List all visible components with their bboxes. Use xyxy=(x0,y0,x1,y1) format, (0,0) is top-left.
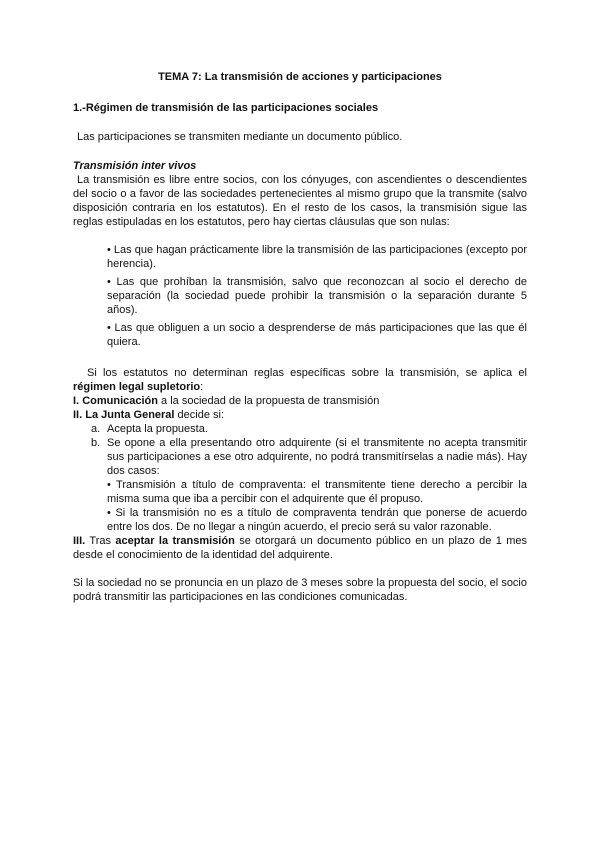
option-b-body xyxy=(107,436,527,534)
step-two xyxy=(73,408,527,422)
option-b-sub-item: • Si la transmisión no es a título de compraventa tendrán que ponerse de acuerdo entre los dos. De no llegar a ningún acuerdo, el precio será su valor razonable. xyxy=(107,507,527,533)
list-item: • Las que obliguen a un socio a desprenderse de más participaciones que las que él quiera. xyxy=(107,322,527,348)
list-item: • Las que hagan prácticamente libre la transmisión de las participaciones (excepto por herencia). xyxy=(107,244,527,270)
option-b xyxy=(91,436,527,534)
step-two-text: decide si: xyxy=(174,409,225,421)
nullity-clauses-list xyxy=(107,243,527,349)
option-b-label: b. xyxy=(91,437,101,449)
step-three-pre: Tras xyxy=(85,535,116,547)
step-two-bold: La Junta General xyxy=(85,409,175,421)
intro-paragraph: Las participaciones se transmiten mediante un documento público. xyxy=(77,131,403,143)
step-three-bold: aceptar la transmisión xyxy=(115,535,235,547)
option-a-text: Acepta la propuesta. xyxy=(107,423,208,435)
page-title: TEMA 7: La transmisión de acciones y participaciones xyxy=(158,71,442,83)
regimen-bold: régimen legal supletorio xyxy=(73,381,201,393)
step-one-number: I. xyxy=(73,395,80,407)
subheading-inter-vivos: Transmisión inter vivos xyxy=(73,160,197,172)
regimen-paragraph xyxy=(73,366,527,394)
junta-options-list xyxy=(91,422,527,534)
document-body xyxy=(73,70,527,604)
list-item: • Las que prohíban la transmisión, salvo que reconozcan al socio el derecho de separación (la sociedad puede prohibir la transmisión o la separación durante 5 años). xyxy=(107,276,527,316)
step-one xyxy=(73,394,527,408)
section-heading: 1.-Régimen de transmisión de las participaciones sociales xyxy=(73,102,379,114)
step-three-number: III. xyxy=(73,535,86,547)
regimen-text: Si los estatutos no determinan reglas específicas sobre la transmisión, se aplica el xyxy=(87,367,527,379)
step-three-text: se otorgará un documento público en un plazo de 1 mes desde el conocimiento de la identidad del adquirente. xyxy=(73,535,527,561)
option-a xyxy=(91,422,527,436)
paragraph-transmision: La transmisión es libre entre socios, con los cónyuges, con ascendientes o descendientes del socio o a favor de las sociedades pertenecientes al mismo grupo que la transmite (salvo disposición contraria en los estatutos). En el resto de los casos, la transmisión sigue las reglas estipuladas en los estatutos, pero hay ciertas cláusulas que son nulas: xyxy=(73,174,527,228)
step-one-text: a la sociedad de la propuesta de transmisión xyxy=(157,395,380,407)
regimen-colon: : xyxy=(200,381,204,393)
option-b-sub-item: • Transmisión a título de compraventa: el transmitente tiene derecho a percibir la misma suma que iba a percibir con el adquirente que él propuso. xyxy=(107,479,527,505)
option-a-label: a. xyxy=(91,423,101,435)
option-b-text: Se opone a ella presentando otro adquirente (si el transmitente no acepta transmitir sus participaciones a ese otro adquirente, no podrá transmitírselas a nadie más). Hay dos casos: xyxy=(107,437,527,477)
final-paragraph: Si la sociedad no se pronuncia en un plazo de 3 meses sobre la propuesta del socio, el socio podrá transmitir las participaciones en las condiciones comunicadas. xyxy=(73,577,527,603)
step-one-bold: Comunicación xyxy=(82,395,158,407)
step-two-number: II. xyxy=(73,409,83,421)
step-three xyxy=(73,534,527,562)
